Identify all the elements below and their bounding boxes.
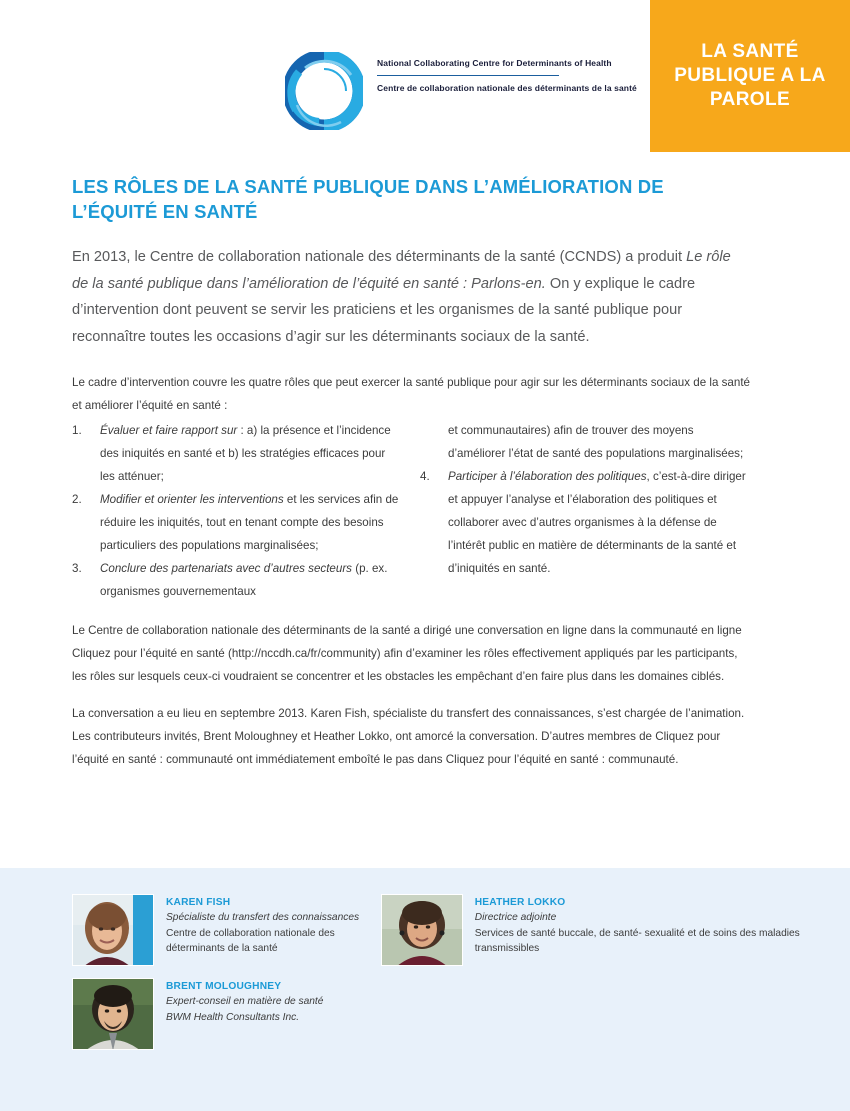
role-emphasis: Modifier et orienter les interventions [100,493,284,507]
roles-column-left [72,420,402,604]
role-rest: , c’est-à-dire diriger et appuyer l’analyse et l’élaboration des politiques et collaborer avec d’autres organismes à la défense de l’intérêt public en matière de déterminants de la santé et d’iniquités en santé. [448,470,746,575]
page-header [0,0,850,155]
karen-fish-photo [72,894,154,966]
role-3-continuation: et communautaires) afin de trouver des moyens d’améliorer l’état de santé des populations marginalisées; [448,424,744,461]
contributor-org: Services de santé buccale, de santé- sexualité et de soins des maladies transmissibles [474,927,800,955]
document-body [0,175,850,772]
contributor-org: Centre de collaboration nationale des déterminants de la santé [166,927,335,955]
heather-lokko-info [475,894,850,966]
role-text [448,466,750,581]
role-rest: : a) la présence et l’incidence des iniquités en santé et b) les stratégies efficaces pour les atténuer; [100,424,391,484]
contributor-heather-lokko [381,894,850,966]
details-paragraph: La conversation a eu lieu en septembre 2013. Karen Fish, spécialiste du transfert des connaissances, s’est chargée de l’animation. Les contributeurs invités, Brent Moloughney et Heather Lokko, ont amorcé la conversation. D’autres membres de Cliquez pour l’équité en santé : communauté ont immédiatement emboîté le pas dans Cliquez pour l’équité en santé : communauté. [72,706,745,766]
role-number: 3. [72,562,82,575]
role-rest: et les services afin de réduire les iniquités, tout en tenant compte des besoins particuliers des populations marginalisées; [100,493,399,553]
contributor-role: Expert-conseil en matière de santé [166,996,324,1008]
publication-series-banner [650,0,850,152]
contributor-karen-fish [72,894,381,966]
contributor-name: HEATHER LOKKO [474,897,566,908]
contributor-brent-moloughney [72,978,392,1050]
page-title: LES RÔLES DE LA SANTÉ PUBLIQUE DANS L’AMÉLIORATION DE L’ÉQUITÉ EN SANTÉ [72,176,664,222]
role-number: 4. [420,470,430,484]
banner-title: LA SANTÉ PUBLIQUE A LA PAROLE [674,41,826,110]
list-item [72,558,402,604]
contributor-org: BWM Health Consultants Inc. [166,1011,300,1023]
logo-wordmark [377,52,637,95]
contributors-panel [0,868,850,1111]
logo-text-english: National Collaborating Centre for Determinants of Health [377,58,612,68]
intro-text-part1: En 2013, le Centre de collaboration nationale des déterminants de la santé (CCNDS) a produit [72,249,687,266]
heather-lokko-photo [381,894,463,966]
conversation-paragraph: Le Centre de collaboration nationale des déterminants de la santé a dirigé une conversation en ligne dans la communauté en ligne Cliquez pour l’équité en santé (http://nccdh.ca/fr/community) afin d’examiner les rôles effectivement appliqués par les participants, les rôles sur lesquels ceux-ci voudraient se concentrer et les obstacles les empêchant d’en faire plus dans les domaines ciblés. [72,623,742,683]
karen-fish-info [166,894,381,966]
role-text [100,420,402,489]
intro-text-part2: On y explique le cadre d’intervention dont peuvent se servir les praticiens et les organismes de la santé publique pour reconnaître toutes les occasions d’agir sur les déterminants sociaux de la santé. [72,275,696,345]
contributors-row-1 [0,894,850,966]
list-item [72,489,402,558]
nccdh-swirl-logo-icon [285,52,363,130]
contributors-row-2 [0,978,850,1050]
contributor-name: BRENT MOLOUGHNEY [166,981,282,992]
list-item [420,466,750,581]
role-rest: (p. ex. organismes gouvernementaux [100,562,388,598]
logo-text-french: Centre de collaboration nationale des déterminants de la santé [377,83,637,94]
role-text [100,558,402,604]
intro-publication-title: Le rôle de la santé publique dans l’amélioration de l’équité en santé : Parlons-en. [72,249,731,292]
contributor-role: Directrice adjointe [474,912,557,924]
roles-list [72,420,750,604]
brent-moloughney-info [166,978,323,1050]
organization-logo [285,52,637,130]
role-number: 1. [72,424,82,438]
role-emphasis: Évaluer et faire rapport sur [100,424,238,438]
role-text [100,489,402,558]
role-number: 2. [72,493,82,507]
role-emphasis: Conclure des partenariats avec d’autres secteurs [100,562,352,575]
roles-column-right [420,420,750,604]
brent-moloughney-photo [72,978,154,1050]
logo-divider [377,75,559,76]
list-item [72,420,402,489]
framework-lead-in: Le cadre d’intervention couvre les quatre rôles que peut exercer la santé publique pour agir sur les déterminants sociaux de la santé et améliorer l’équité en santé : [72,376,750,413]
contributor-name: KAREN FISH [166,897,231,908]
intro-paragraph [72,244,750,350]
contributor-role: Spécialiste du transfert des connaissances [166,912,360,924]
role-emphasis: Participer à l’élaboration des politiques [448,470,647,484]
